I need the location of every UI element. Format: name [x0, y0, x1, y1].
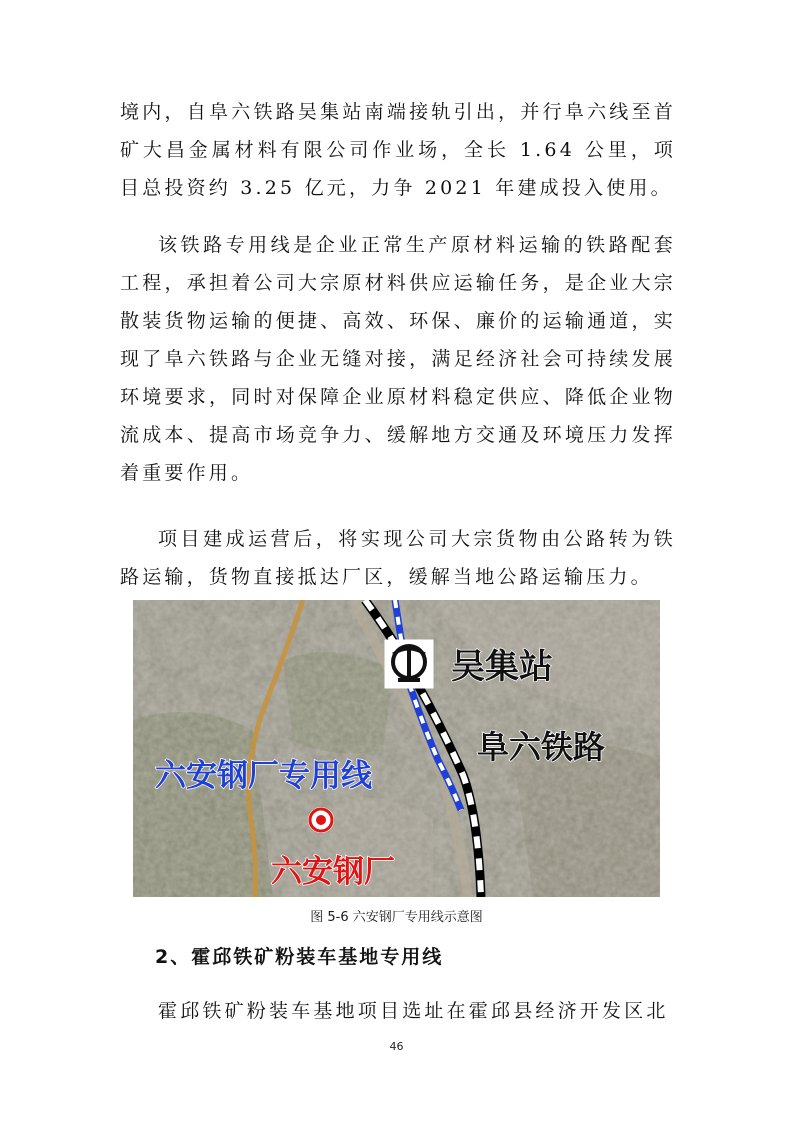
railway-station-icon: [385, 640, 433, 688]
section-first-line: 霍邱铁矿粉装车基地项目选址在霍邱县经济开发区北: [158, 1000, 669, 1022]
section-heading: 2、霍邱铁矿粉装车基地专用线: [155, 946, 444, 968]
plant-label: 六安钢厂: [271, 854, 395, 890]
paragraph-3: 项目建成运营后，将实现公司大宗货物由公路转为铁路运输，货物直接抵达厂区，缓解当地公路运输压力。: [120, 528, 676, 588]
figure-caption: 图 5-6 六安钢厂专用线示意图: [310, 910, 483, 925]
station-label: 吴集站: [451, 647, 553, 687]
page-number: 46: [389, 1040, 404, 1053]
paragraph-2: 该铁路专用线是企业正常生产原材料运输的铁路配套工程，承担着公司大宗原材料供应运输任务，是企业大宗散装货物运输的便捷、高效、环保、廉价的运输通道，实现了阜六铁路与企业无缝对接，满足经济社会可持续发展环境要求，同时对保障企业原材料稳定供应、降低企业物流成本、提高市场竞争力、缓解地方交通及环境压力发挥着重要作用。: [120, 234, 676, 484]
railway-label: 阜六铁路: [477, 728, 606, 766]
spur-line-map-figure: [133, 600, 660, 897]
satellite-map: [133, 600, 660, 897]
plant-location-icon: [308, 807, 334, 833]
paragraph-1: 境内，自阜六铁路吴集站南端接轨引出，并行阜六线至首矿大昌金属材料有限公司作业场，全长 1.64 公里，项目总投资约 3.25 亿元，力争 2021 年建成投入使用。: [120, 101, 676, 199]
spur-line-label: 六安钢厂专用线: [155, 758, 372, 794]
